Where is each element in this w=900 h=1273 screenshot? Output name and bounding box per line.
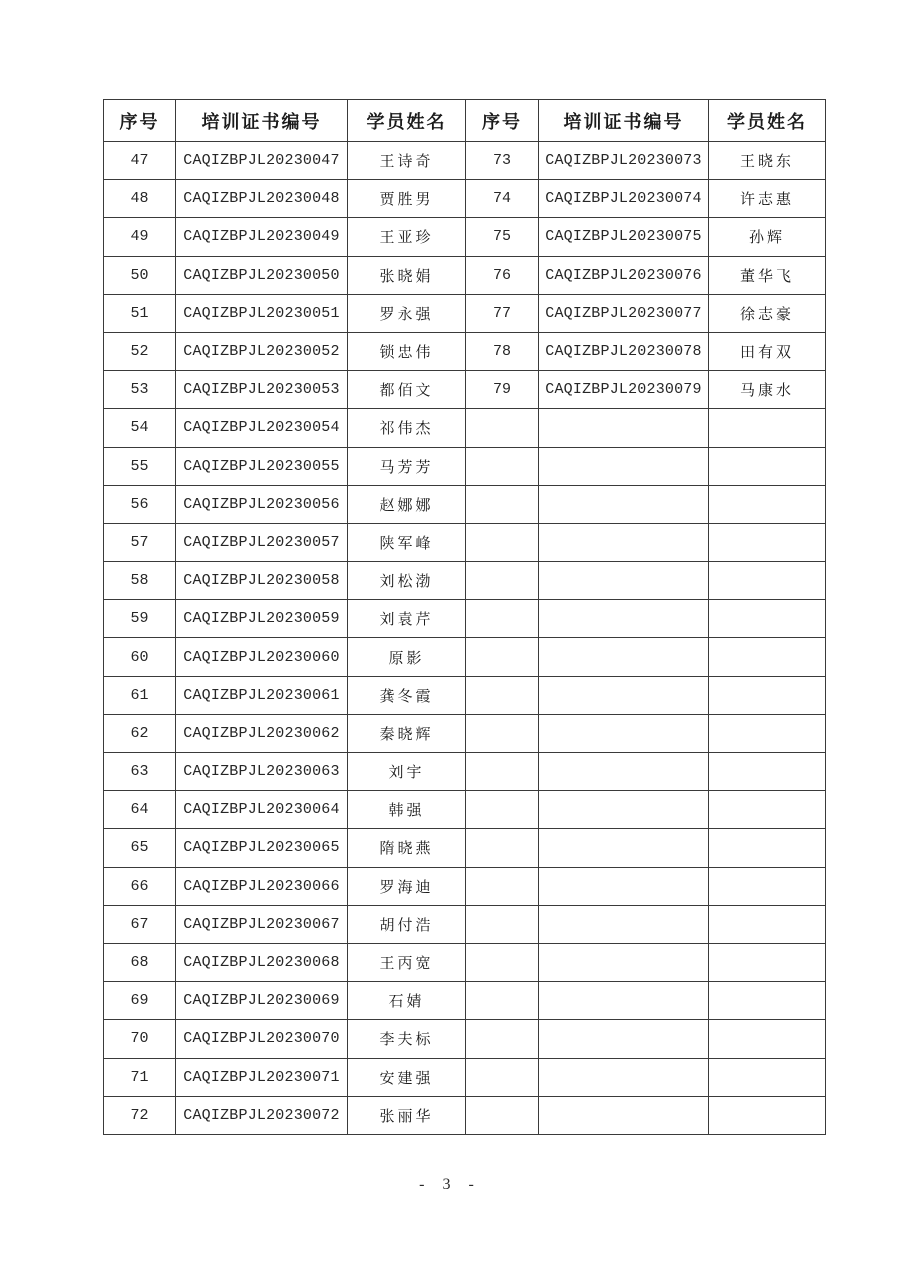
student-name-cell: 安建强: [348, 1058, 466, 1096]
certificate-number-cell: [539, 829, 709, 867]
certificate-number-cell: CAQIZBPJL20230073: [539, 142, 709, 180]
certificate-number-cell: CAQIZBPJL20230071: [176, 1058, 348, 1096]
certificate-number-cell: CAQIZBPJL20230057: [176, 523, 348, 561]
serial-cell: [466, 905, 539, 943]
serial-cell: 79: [466, 371, 539, 409]
certificate-number-cell: CAQIZBPJL20230061: [176, 676, 348, 714]
certificate-number-cell: CAQIZBPJL20230059: [176, 600, 348, 638]
table-row: [104, 791, 826, 829]
certificate-number-cell: CAQIZBPJL20230075: [539, 218, 709, 256]
certificate-number-cell: [539, 943, 709, 981]
certificate-number-cell: [539, 600, 709, 638]
certificate-number-cell: CAQIZBPJL20230047: [176, 142, 348, 180]
certificate-number-cell: CAQIZBPJL20230065: [176, 829, 348, 867]
table-row: [104, 447, 826, 485]
serial-cell: [466, 638, 539, 676]
serial-cell: [466, 1058, 539, 1096]
header-student-name-left: 学员姓名: [348, 100, 466, 142]
certificate-number-cell: [539, 753, 709, 791]
serial-cell: 60: [104, 638, 176, 676]
student-name-cell: 罗永强: [348, 294, 466, 332]
serial-cell: 64: [104, 791, 176, 829]
serial-cell: 62: [104, 714, 176, 752]
certificate-number-cell: CAQIZBPJL20230049: [176, 218, 348, 256]
certificate-number-cell: [539, 905, 709, 943]
serial-cell: 54: [104, 409, 176, 447]
certificate-number-cell: [539, 676, 709, 714]
serial-cell: [466, 867, 539, 905]
student-name-cell: 贾胜男: [348, 180, 466, 218]
student-name-cell: 马芳芳: [348, 447, 466, 485]
page-number: - 3 -: [419, 1176, 481, 1193]
table-row: [104, 753, 826, 791]
student-name-cell: 龚冬霞: [348, 676, 466, 714]
header-serial-right: 序号: [466, 100, 539, 142]
serial-cell: [466, 562, 539, 600]
header-row: [104, 100, 826, 142]
certificate-number-cell: [539, 791, 709, 829]
student-name-cell: [709, 1058, 826, 1096]
table-row: [104, 982, 826, 1020]
serial-cell: [466, 600, 539, 638]
header-serial-left: 序号: [104, 100, 176, 142]
header-certificate-right: 培训证书编号: [539, 100, 709, 142]
student-name-cell: [709, 409, 826, 447]
serial-cell: 65: [104, 829, 176, 867]
table-row: [104, 256, 826, 294]
certificate-number-cell: [539, 485, 709, 523]
certificate-number-cell: CAQIZBPJL20230060: [176, 638, 348, 676]
serial-cell: [466, 1020, 539, 1058]
serial-cell: [466, 791, 539, 829]
student-name-cell: [709, 1096, 826, 1134]
serial-cell: 76: [466, 256, 539, 294]
student-name-cell: [709, 485, 826, 523]
student-name-cell: 刘宇: [348, 753, 466, 791]
serial-cell: 67: [104, 905, 176, 943]
student-name-cell: [709, 447, 826, 485]
student-name-cell: 石婧: [348, 982, 466, 1020]
serial-cell: 69: [104, 982, 176, 1020]
serial-cell: [466, 523, 539, 561]
certificate-number-cell: CAQIZBPJL20230070: [176, 1020, 348, 1058]
certificate-number-cell: CAQIZBPJL20230048: [176, 180, 348, 218]
table-header: [104, 100, 826, 142]
student-name-cell: [709, 982, 826, 1020]
certificate-number-cell: CAQIZBPJL20230072: [176, 1096, 348, 1134]
student-name-cell: [709, 867, 826, 905]
serial-cell: 56: [104, 485, 176, 523]
table-row: [104, 905, 826, 943]
certificate-number-cell: CAQIZBPJL20230074: [539, 180, 709, 218]
student-name-cell: 赵娜娜: [348, 485, 466, 523]
certificate-number-cell: CAQIZBPJL20230056: [176, 485, 348, 523]
header-certificate-left: 培训证书编号: [176, 100, 348, 142]
serial-cell: 78: [466, 332, 539, 370]
student-name-cell: 都佰文: [348, 371, 466, 409]
certificate-number-cell: CAQIZBPJL20230064: [176, 791, 348, 829]
serial-cell: 72: [104, 1096, 176, 1134]
serial-cell: 59: [104, 600, 176, 638]
table-body: [104, 142, 826, 1135]
student-name-cell: 刘松渤: [348, 562, 466, 600]
student-name-cell: 张丽华: [348, 1096, 466, 1134]
student-name-cell: 祁伟杰: [348, 409, 466, 447]
student-name-cell: 刘袁芹: [348, 600, 466, 638]
table-row: [104, 676, 826, 714]
serial-cell: 47: [104, 142, 176, 180]
serial-cell: [466, 676, 539, 714]
table-row: [104, 218, 826, 256]
certificate-number-cell: [539, 1058, 709, 1096]
student-name-cell: 胡付浩: [348, 905, 466, 943]
student-name-cell: 田有双: [709, 332, 826, 370]
student-name-cell: 秦晓辉: [348, 714, 466, 752]
student-name-cell: [709, 791, 826, 829]
certificate-number-cell: CAQIZBPJL20230079: [539, 371, 709, 409]
serial-cell: 51: [104, 294, 176, 332]
serial-cell: 52: [104, 332, 176, 370]
serial-cell: [466, 447, 539, 485]
certificate-number-cell: [539, 409, 709, 447]
serial-cell: 63: [104, 753, 176, 791]
serial-cell: 57: [104, 523, 176, 561]
student-name-cell: 王晓东: [709, 142, 826, 180]
table-row: [104, 829, 826, 867]
serial-cell: 68: [104, 943, 176, 981]
certificate-number-cell: CAQIZBPJL20230051: [176, 294, 348, 332]
certificate-number-cell: CAQIZBPJL20230053: [176, 371, 348, 409]
table-row: [104, 409, 826, 447]
student-name-cell: [709, 600, 826, 638]
serial-cell: 58: [104, 562, 176, 600]
serial-cell: 75: [466, 218, 539, 256]
table-row: [104, 485, 826, 523]
student-name-cell: 许志惠: [709, 180, 826, 218]
table-row: [104, 523, 826, 561]
table-row: [104, 943, 826, 981]
student-name-cell: 原影: [348, 638, 466, 676]
student-name-cell: 王丙宽: [348, 943, 466, 981]
serial-cell: [466, 982, 539, 1020]
student-name-cell: 王诗奇: [348, 142, 466, 180]
certificate-number-cell: CAQIZBPJL20230068: [176, 943, 348, 981]
student-name-cell: 锁忠伟: [348, 332, 466, 370]
certificate-number-cell: CAQIZBPJL20230069: [176, 982, 348, 1020]
certificate-number-cell: CAQIZBPJL20230066: [176, 867, 348, 905]
table-row: [104, 867, 826, 905]
student-name-cell: [709, 943, 826, 981]
serial-cell: [466, 1096, 539, 1134]
serial-cell: 70: [104, 1020, 176, 1058]
certificate-number-cell: [539, 1096, 709, 1134]
serial-cell: [466, 943, 539, 981]
table-row: [104, 1058, 826, 1096]
table-row: [104, 562, 826, 600]
serial-cell: 49: [104, 218, 176, 256]
student-name-cell: [709, 638, 826, 676]
student-name-cell: 罗海迪: [348, 867, 466, 905]
table-row: [104, 180, 826, 218]
table-row: [104, 714, 826, 752]
student-name-cell: 徐志豪: [709, 294, 826, 332]
header-student-name-right: 学员姓名: [709, 100, 826, 142]
table-row: [104, 294, 826, 332]
student-name-cell: [709, 753, 826, 791]
serial-cell: [466, 409, 539, 447]
student-name-cell: [709, 1020, 826, 1058]
certificate-number-cell: CAQIZBPJL20230077: [539, 294, 709, 332]
certificate-number-cell: CAQIZBPJL20230055: [176, 447, 348, 485]
student-name-cell: [709, 714, 826, 752]
certificate-number-cell: [539, 982, 709, 1020]
table-row: [104, 1020, 826, 1058]
certificate-number-cell: CAQIZBPJL20230058: [176, 562, 348, 600]
certificate-number-cell: CAQIZBPJL20230050: [176, 256, 348, 294]
certificate-number-cell: CAQIZBPJL20230076: [539, 256, 709, 294]
table-row: [104, 142, 826, 180]
certificate-number-cell: CAQIZBPJL20230052: [176, 332, 348, 370]
certificate-number-cell: CAQIZBPJL20230078: [539, 332, 709, 370]
certificate-number-cell: [539, 447, 709, 485]
table-row: [104, 371, 826, 409]
serial-cell: 73: [466, 142, 539, 180]
student-name-cell: 孙辉: [709, 218, 826, 256]
student-name-cell: 陕军峰: [348, 523, 466, 561]
serial-cell: 61: [104, 676, 176, 714]
student-name-cell: [709, 905, 826, 943]
student-name-cell: 王亚珍: [348, 218, 466, 256]
table-row: [104, 332, 826, 370]
serial-cell: [466, 485, 539, 523]
serial-cell: [466, 753, 539, 791]
serial-cell: 50: [104, 256, 176, 294]
serial-cell: 48: [104, 180, 176, 218]
serial-cell: 74: [466, 180, 539, 218]
student-name-cell: 董华飞: [709, 256, 826, 294]
serial-cell: 77: [466, 294, 539, 332]
serial-cell: 53: [104, 371, 176, 409]
student-name-cell: [709, 676, 826, 714]
table-row: [104, 1096, 826, 1134]
student-name-cell: [709, 829, 826, 867]
table-row: [104, 638, 826, 676]
student-name-cell: 李夫标: [348, 1020, 466, 1058]
table-row: [104, 600, 826, 638]
student-name-cell: 张晓娟: [348, 256, 466, 294]
student-name-cell: 马康水: [709, 371, 826, 409]
student-name-cell: [709, 523, 826, 561]
serial-cell: [466, 714, 539, 752]
student-name-cell: 韩强: [348, 791, 466, 829]
certificate-number-cell: [539, 867, 709, 905]
serial-cell: [466, 829, 539, 867]
student-name-cell: 隋晓燕: [348, 829, 466, 867]
certificate-number-cell: [539, 523, 709, 561]
certificate-number-cell: [539, 562, 709, 600]
serial-cell: 55: [104, 447, 176, 485]
certificate-number-cell: CAQIZBPJL20230054: [176, 409, 348, 447]
certificate-number-cell: [539, 638, 709, 676]
certificate-number-cell: CAQIZBPJL20230063: [176, 753, 348, 791]
certificate-number-cell: CAQIZBPJL20230067: [176, 905, 348, 943]
student-name-cell: [709, 562, 826, 600]
certificate-number-cell: [539, 1020, 709, 1058]
serial-cell: 66: [104, 867, 176, 905]
certificate-roster-table: [103, 99, 826, 1135]
certificate-number-cell: [539, 714, 709, 752]
certificate-number-cell: CAQIZBPJL20230062: [176, 714, 348, 752]
serial-cell: 71: [104, 1058, 176, 1096]
